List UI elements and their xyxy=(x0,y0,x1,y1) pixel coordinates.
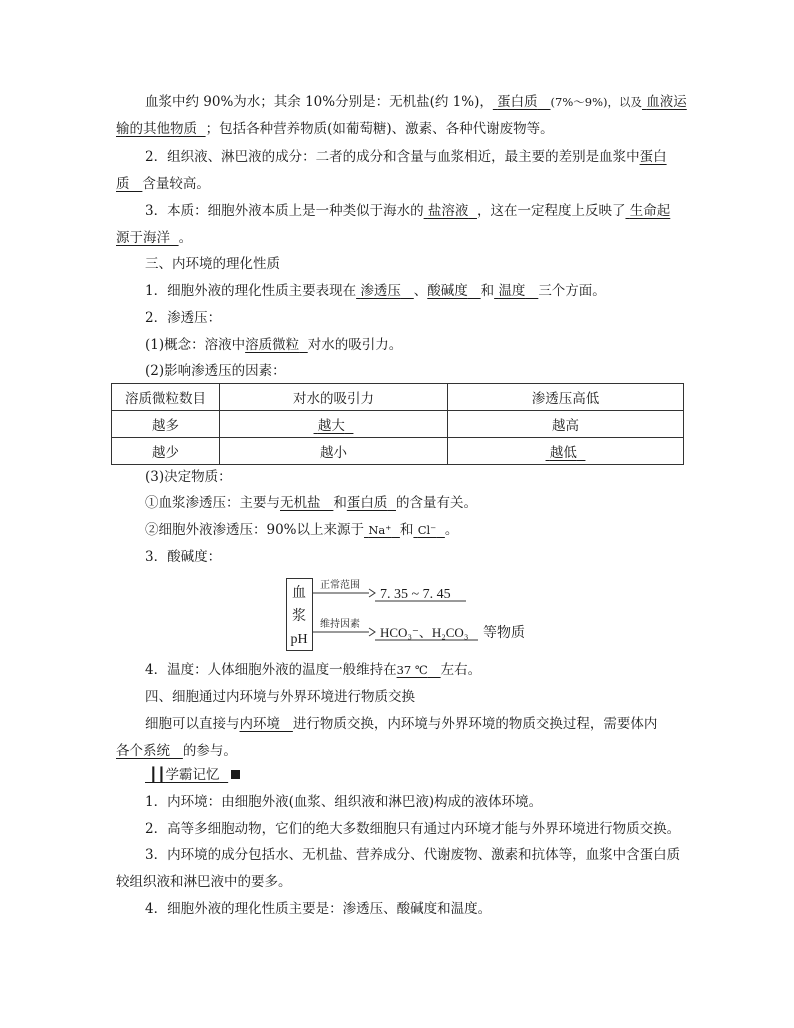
section-heading-3: 三、内环境的理化性质 xyxy=(145,256,280,272)
paragraph-essence-line1: 3．本质：细胞外液本质上是一种类似于海水的 盐溶液 ，这在一定程度上反映了 生命起 xyxy=(145,203,671,219)
arrow2-head xyxy=(369,628,375,636)
summary-point-3-line1: 3．内环境的成分包括水、无机盐、营养成分、代谢废物、激素和抗体等，血浆中含蛋白质 xyxy=(145,847,681,863)
blank-sodium: Na⁺ xyxy=(368,523,392,537)
blank-protein-3: 蛋白质 xyxy=(346,495,388,511)
table-cell: 越小 xyxy=(220,438,448,465)
paragraph-exchange-line1: 细胞可以直接与内环境 进行物质交换，内环境与外界环境的物质交换过程，需要体内 xyxy=(145,716,658,732)
table-header-cell: 对水的吸引力 xyxy=(220,384,448,411)
arrow1-head xyxy=(369,589,375,597)
blank-solute-particles: 溶质微粒 xyxy=(245,337,300,353)
memory-heading-underlined: ┃┃学霸记忆 xyxy=(145,767,220,783)
blank-37c: 37 ℃ xyxy=(396,663,428,677)
arrow2-value: HCO₃⁻、H₂CO₃ xyxy=(380,625,469,640)
blank-salt-solution: 盐溶液 xyxy=(427,203,469,219)
arrow1-label: 正常范围 xyxy=(320,580,360,591)
osmotic-pressure-table xyxy=(111,383,684,465)
paragraph-plasma-composition-line2: 输的其他物质 ；包括各种营养物质(如葡萄糖)、激素、各种代谢废物等。 xyxy=(116,121,554,137)
table-row xyxy=(112,411,684,438)
arrow1-value: 7. 35 ~ 7. 45 xyxy=(380,587,451,602)
table-header-cell: 溶质微粒数目 xyxy=(112,384,220,411)
table-header-row xyxy=(112,384,684,411)
blank-protein: 蛋白质 xyxy=(497,94,538,110)
ph-diagram xyxy=(286,578,556,652)
memory-heading xyxy=(145,766,240,784)
diagram-label-plasma: 浆 xyxy=(292,609,306,624)
paragraph-tissue-fluid-line1: 2．组织液、淋巴液的成分：二者的成分和含量与血浆相近，最主要的差别是血浆中蛋白 xyxy=(145,149,667,165)
summary-point-2: 2．高等多细胞动物，它们的绝大多数细胞只有通过内环境才能与外界环境进行物质交换。 xyxy=(145,821,681,837)
blank-blood-transport: 血液运 xyxy=(646,94,687,110)
paragraph-acidity-title: 3．酸碱度： xyxy=(145,549,222,565)
blank-chloride: Cl⁻ xyxy=(417,523,437,537)
blank-various-systems: 各个系统 xyxy=(116,743,170,759)
paragraph-plasma-osmotic: ①血浆渗透压：主要与无机盐 和蛋白质 的含量有关。 xyxy=(145,495,477,511)
paragraph-essence-line2: 源于海洋 。 xyxy=(116,230,193,246)
blank-inorganic-salt: 无机盐 xyxy=(280,495,321,511)
table-cell: 越高 xyxy=(448,411,684,438)
diagram-label-ph: pH xyxy=(290,632,308,647)
table-cell xyxy=(220,411,448,438)
paragraph-extracellular-osmotic: ②细胞外液渗透压：90%以上来源于 Na⁺ 和 Cl⁻ 。 xyxy=(145,522,459,538)
blank-internal-environment: 内环境 xyxy=(239,716,280,732)
square-icon xyxy=(231,770,240,779)
paragraph-osmotic-title: 2．渗透压： xyxy=(145,310,222,326)
paragraph-exchange-line2: 各个系统 的参与。 xyxy=(116,743,237,759)
paragraph-determinants: (3)决定物质： xyxy=(145,469,232,485)
table-cell: 越多 xyxy=(112,411,220,438)
table-row xyxy=(112,438,684,465)
paragraph-osmotic-factors: (2)影响渗透压的因素： xyxy=(145,363,286,379)
paragraph-osmotic-concept: (1)概念：溶液中溶质微粒 对水的吸引力。 xyxy=(145,337,403,353)
arrow2-label: 维持因素 xyxy=(320,619,360,630)
blank-protein-2b: 质 xyxy=(116,176,130,192)
paragraph-tissue-fluid-line2: 质 含量较高。 xyxy=(116,176,210,192)
blank-lower: 越低 xyxy=(549,445,577,461)
blank-larger: 越大 xyxy=(317,418,345,434)
summary-point-3-line2: 较组织液和淋巴液中的要多。 xyxy=(116,874,292,890)
table-cell xyxy=(448,438,684,465)
paragraph-properties: 1．细胞外液的理化性质主要表现在 渗透压 、酸碱度 和 温度 三个方面。 xyxy=(145,283,606,299)
blank-protein-2a: 蛋白 xyxy=(639,149,667,165)
blank-life-origin-a: 生命起 xyxy=(629,203,671,219)
summary-point-4: 4．细胞外液的理化性质主要是：渗透压、酸碱度和温度。 xyxy=(145,901,492,917)
table-cell: 越少 xyxy=(112,438,220,465)
blank-other-substances: 输的其他物质 xyxy=(116,121,197,137)
paragraph-temperature: 4．温度：人体细胞外液的温度一般维持在37 ℃ 左右。 xyxy=(145,662,482,678)
blank-life-origin-b: 源于海洋 xyxy=(116,230,170,246)
table-header-cell: 渗透压高低 xyxy=(448,384,684,411)
blank-temperature: 温度 xyxy=(498,283,526,299)
paragraph-plasma-composition-line1: 血浆中约 90%为水；其余 10%分别是：无机盐(约 1%)， 蛋白质 (7%～9%)，以及 血液运 xyxy=(145,94,687,110)
section-heading-4: 四、细胞通过内环境与外界环境进行物质交换 xyxy=(145,689,415,705)
blank-acidity: 酸碱度 xyxy=(427,283,468,299)
blank-osmotic-pressure: 渗透压 xyxy=(360,283,401,299)
arrow2-suffix: 等物质 xyxy=(483,626,525,641)
summary-point-1: 1．内环境：由细胞外液(血浆、组织液和淋巴液)构成的液体环境。 xyxy=(145,794,543,810)
diagram-label-blood: 血 xyxy=(292,586,306,601)
